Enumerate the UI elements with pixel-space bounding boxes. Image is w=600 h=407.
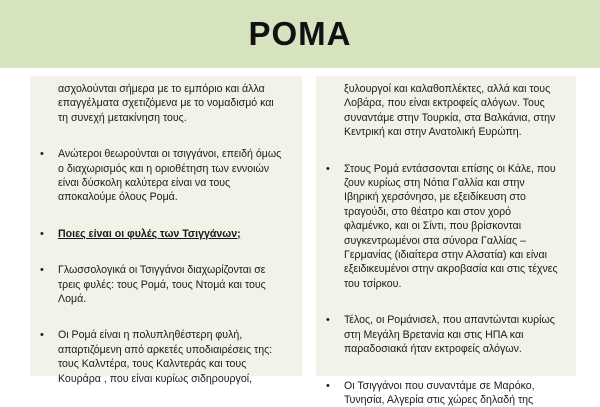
right-bullet-3-text: Οι Τσιγγάνοι που συναντάμε σε Μαρόκο, Τυνησία, Αλγερία στις χώρες δηλαδή της bbox=[344, 380, 535, 406]
bullet-dot-icon: • bbox=[40, 147, 44, 161]
left-continuation-text: ασχολούνται σήμερα με το εμπόριο και άλλα επαγγέλματα σχετιζόμενα με το νομαδισμό και τη συνεχή μετακίνηση τους. bbox=[58, 82, 286, 125]
title-bar bbox=[0, 0, 600, 68]
left-bullet-4 bbox=[58, 328, 286, 386]
bullet-dot-icon: • bbox=[326, 379, 330, 393]
bullet-dot-icon: • bbox=[40, 263, 44, 277]
bullet-dot-icon: • bbox=[326, 162, 330, 176]
left-bullet-1 bbox=[58, 147, 286, 205]
right-continuation-text: ξυλουργοί και καλαθοπλέκτες, αλλά και τους Λοβάρα, που είναι εκτροφείς αλόγων. Τους συναντάμε στην Τουρκία, στα Βαλκάνια, στην Κεντρική και στην Ανατολική Ευρώπη. bbox=[344, 82, 560, 140]
right-bullet-1 bbox=[344, 162, 560, 292]
slide-title: ΡΟΜΑ bbox=[249, 15, 352, 53]
right-bullet-2 bbox=[344, 313, 560, 356]
right-bullet-3 bbox=[344, 379, 560, 407]
right-column bbox=[316, 76, 576, 376]
tribes-heading: Ποιες είναι οι φυλές των Τσιγγάνων; bbox=[58, 228, 241, 240]
right-bullet-1-text: Στους Ρομά εντάσσονται επίσης οι Κάλε, που ζουν κυρίως στη Νότια Γαλλία και στην Ιβηρική χερσόνησο, με εξειδίκευση στο τραγούδι, στο θέατρο και στον χορό φλαμένκο, και οι Σίντι, που βρίσκονται συγκεντρωμένοι στα σύνορα Γαλλίας – Γερμανίας (ιδιαίτερα στην Αλσατία) και είναι εξειδικευμένοι στην ακροβασία και στις τέχνες του τσίρκου. bbox=[344, 163, 558, 290]
left-bullet-3 bbox=[58, 263, 286, 306]
bullet-dot-icon: • bbox=[40, 328, 44, 342]
left-bullet-3-text: Γλωσσολογικά οι Τσιγγάνοι διαχωρίζονται σε τρεις φυλές: τους Ρομά, τους Ντομά και τους Λομά. bbox=[58, 264, 266, 305]
right-bullet-2-text: Τέλος, οι Ρομάνισελ, που απαντώνται κυρίως στη Μεγάλη Βρετανία και στις ΗΠΑ και παραδοσιακά ήταν εκτροφείς αλόγων. bbox=[344, 314, 555, 355]
left-column bbox=[30, 76, 302, 376]
left-bullet-4-text: Οι Ρομά είναι η πολυπληθέστερη φυλή, απαρτιζόμενη από αρκετές υποδιαιρέσεις της: τους Καλντέρα, τους Καλντεράς και τους Κουράρα , που είναι κυρίως σιδηρουργοί, bbox=[58, 329, 272, 384]
bullet-dot-icon: • bbox=[40, 227, 44, 241]
bullet-dot-icon: • bbox=[326, 313, 330, 327]
left-bullet-1-text: Ανώτεροι θεωρούνται οι τσιγγάνοι, επειδή όμως ο διαχωρισμός και η οριοθέτηση των εννοιών είναι δύσκολη καλύτερα είναι να τους αποκαλούμε όλους Ρομά. bbox=[58, 148, 281, 203]
left-bullet-2 bbox=[58, 227, 286, 241]
